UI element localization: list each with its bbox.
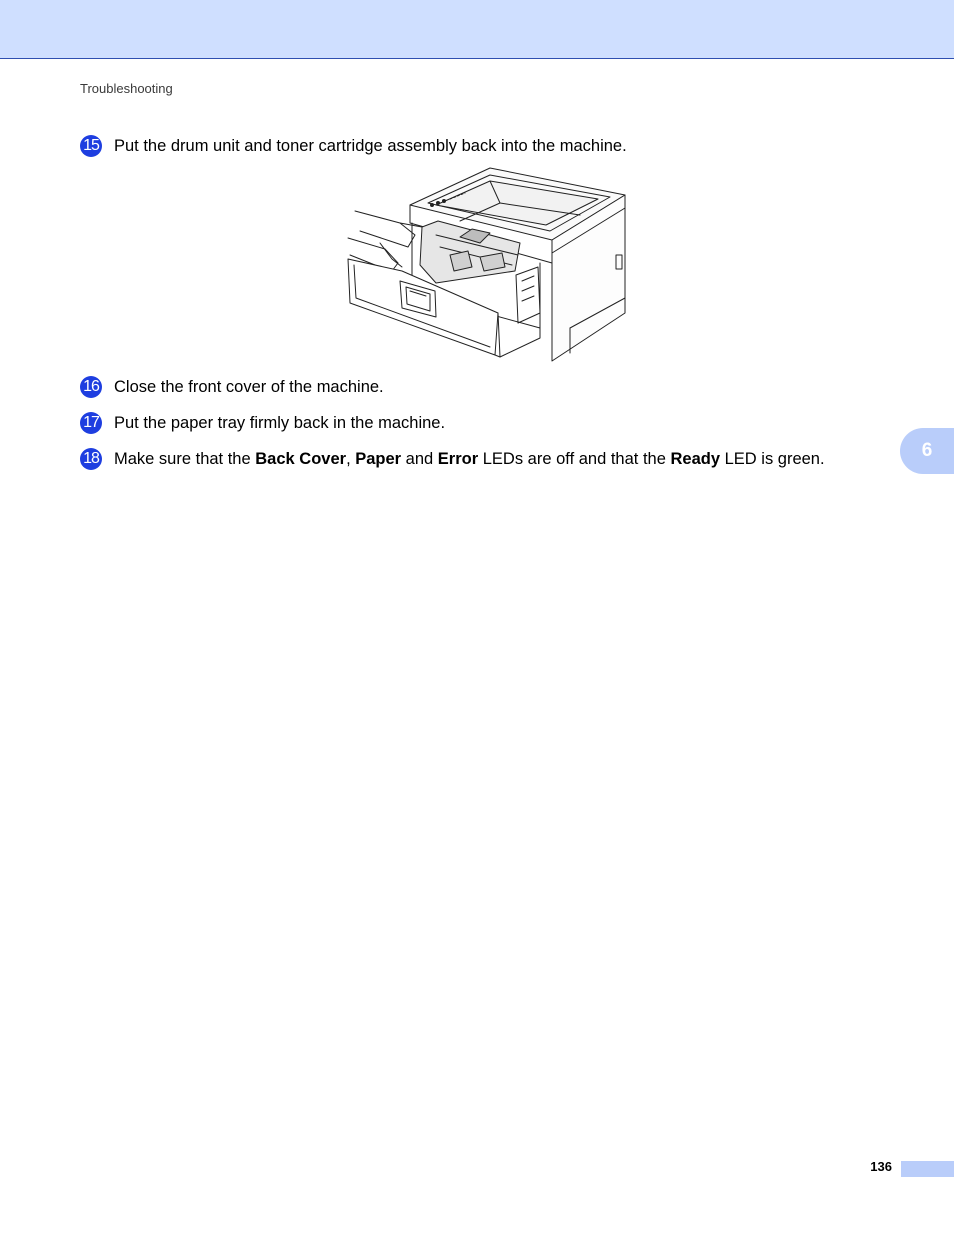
step-text-part: LEDs are off and that the <box>478 449 671 468</box>
led-name-error: Error <box>437 449 479 468</box>
step-text-part: and <box>401 449 438 468</box>
step-number-badge: 15 <box>80 135 102 157</box>
printer-illustration <box>340 163 632 365</box>
step-text-part: LED is green. <box>720 449 825 468</box>
led-name-paper: Paper <box>355 449 402 468</box>
step-15 <box>80 135 627 157</box>
page-number: 136 <box>870 1159 892 1174</box>
led-name-ready: Ready <box>670 449 721 468</box>
step-text-part: , <box>346 449 356 468</box>
step-text <box>114 137 627 156</box>
step-17 <box>80 412 445 434</box>
led-name-back-cover: Back Cover <box>255 449 347 468</box>
step-16 <box>80 376 384 398</box>
step-number-badge: 18 <box>80 448 102 470</box>
chapter-number: 6 <box>921 440 933 461</box>
header-band <box>0 0 954 59</box>
step-18 <box>80 448 825 470</box>
step-text <box>114 378 384 397</box>
step-number-badge: 16 <box>80 376 102 398</box>
step-number-badge: 17 <box>80 412 102 434</box>
step-text-part: Put the paper tray firmly back in the machine. <box>114 413 446 432</box>
step-text-part: Close the front cover of the machine. <box>114 377 384 396</box>
step-text <box>114 414 445 433</box>
step-text-part: Put the drum unit and toner cartridge assembly back into the machine. <box>114 136 627 155</box>
step-text <box>114 450 825 469</box>
chapter-tab <box>900 428 954 474</box>
step-text-part: Make sure that the <box>114 449 256 468</box>
section-title: Troubleshooting <box>80 81 173 96</box>
footer-bar <box>901 1161 954 1177</box>
